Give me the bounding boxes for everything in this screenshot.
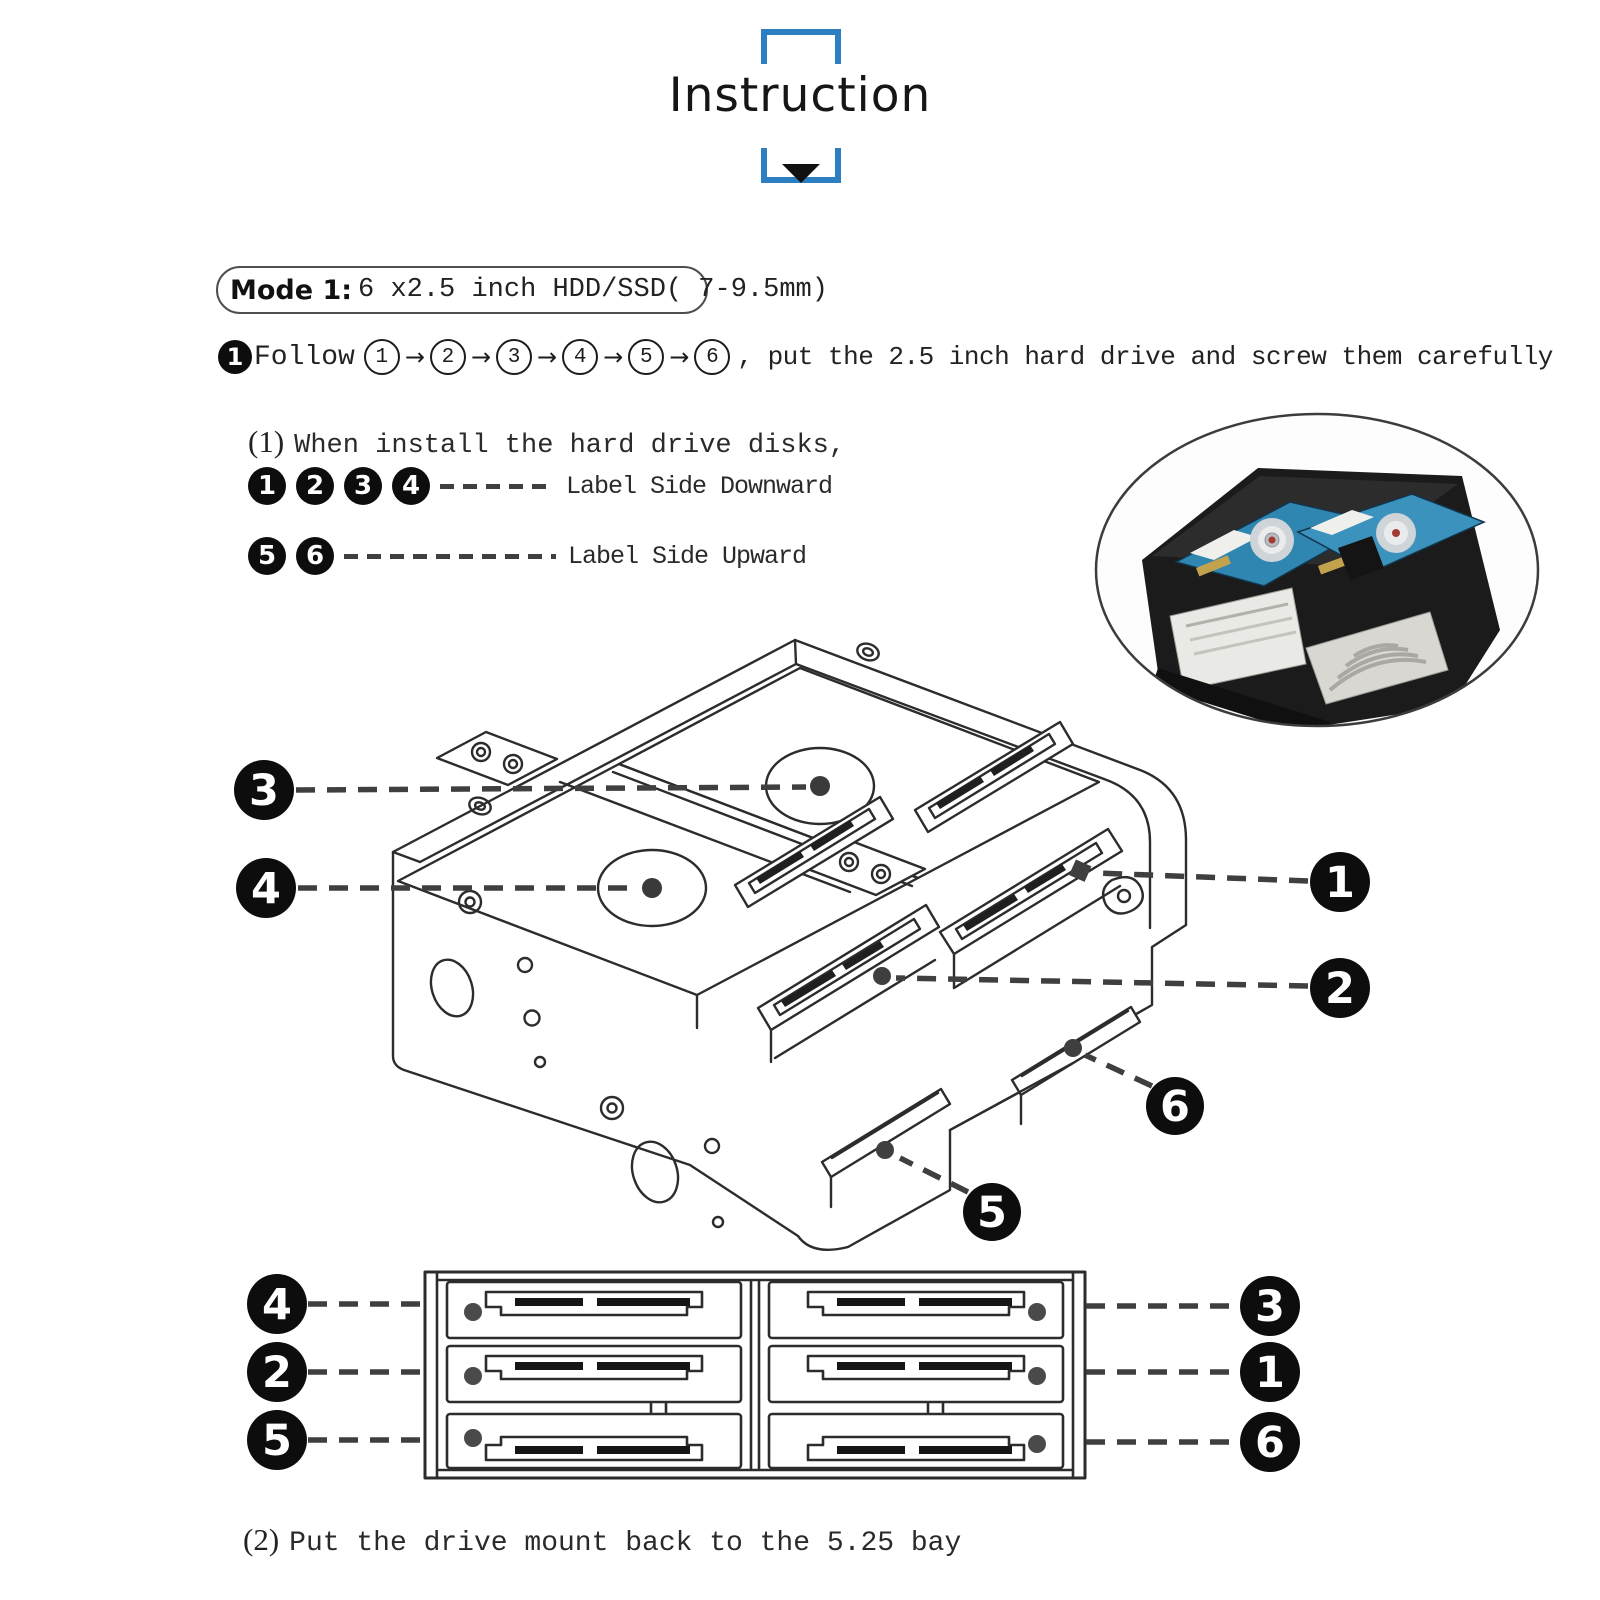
arrow-icon: →	[404, 343, 425, 371]
svg-text:6: 6	[1255, 1418, 1285, 1468]
svg-text:3: 3	[1255, 1282, 1285, 1332]
drive-badge-1: 1	[248, 467, 286, 505]
sequence-number-4: 4	[562, 339, 598, 375]
iso-callout-5	[963, 1183, 1021, 1241]
iso-diagram	[393, 640, 1186, 1250]
drive-badge-3: 3	[344, 467, 382, 505]
note-1-label: (1)	[248, 424, 285, 459]
front-callout-left-2	[247, 1342, 307, 1402]
svg-text:6: 6	[1160, 1082, 1190, 1132]
step1-lead: Follow	[254, 341, 355, 373]
svg-text:4: 4	[262, 1280, 292, 1330]
svg-text:4: 4	[251, 864, 281, 914]
iso-callout-1	[1310, 852, 1370, 912]
step1-text: , put the 2.5 inch hard drive and screw them carefully	[737, 342, 1553, 372]
sequence-number-6: 6	[694, 339, 730, 375]
drive-badge-6: 6	[296, 537, 334, 575]
iso-callout-4	[236, 858, 296, 918]
front-callout-right-6	[1240, 1412, 1300, 1472]
drive-badge-5: 5	[248, 537, 286, 575]
front-callout-right-3	[1240, 1276, 1300, 1336]
label-downward: Label Side Downward	[566, 471, 833, 501]
note-1-text: When install the hard drive disks,	[294, 431, 846, 461]
mode-spec: 6 x2.5 inch HDD/SSD( 7-9.5mm)	[358, 275, 828, 305]
page-title: Instruction	[668, 68, 932, 123]
svg-text:1: 1	[1325, 858, 1355, 908]
iso-callout-2	[1310, 958, 1370, 1018]
front-callout-right-1	[1240, 1342, 1300, 1402]
iso-callout-6	[1146, 1077, 1204, 1135]
sequence-number-3: 3	[496, 339, 532, 375]
assembled-unit-photo	[1090, 408, 1550, 740]
sequence-number-1: 1	[364, 339, 400, 375]
label-upward: Label Side Upward	[568, 541, 807, 571]
arrow-icon: →	[470, 343, 492, 371]
front-callout-left-5	[247, 1410, 307, 1470]
iso-callout-3	[234, 760, 294, 820]
svg-text:5: 5	[262, 1416, 292, 1466]
svg-text:1: 1	[1255, 1348, 1285, 1398]
mode-label: Mode 1:	[230, 274, 353, 306]
arrow-icon: →	[537, 343, 558, 371]
front-callout-left-4	[247, 1274, 307, 1334]
step1-badge: 1	[218, 340, 252, 374]
svg-text:2: 2	[1325, 964, 1355, 1014]
svg-text:3: 3	[249, 766, 279, 816]
note-2	[243, 1522, 961, 1559]
note-2-label: (2)	[243, 1522, 280, 1557]
drive-badge-4: 4	[392, 467, 430, 505]
front-view-diagram	[425, 1272, 1085, 1478]
note-2-text: Put the drive mount back to the 5.25 bay	[289, 1528, 962, 1559]
svg-text:2: 2	[262, 1348, 292, 1398]
svg-text:5: 5	[977, 1188, 1007, 1238]
sequence-number-5: 5	[628, 339, 664, 375]
arrow-icon: →	[603, 343, 624, 371]
arrow-icon: →	[669, 343, 690, 371]
sequence-number-2: 2	[430, 339, 466, 375]
drive-badge-2: 2	[296, 467, 334, 505]
